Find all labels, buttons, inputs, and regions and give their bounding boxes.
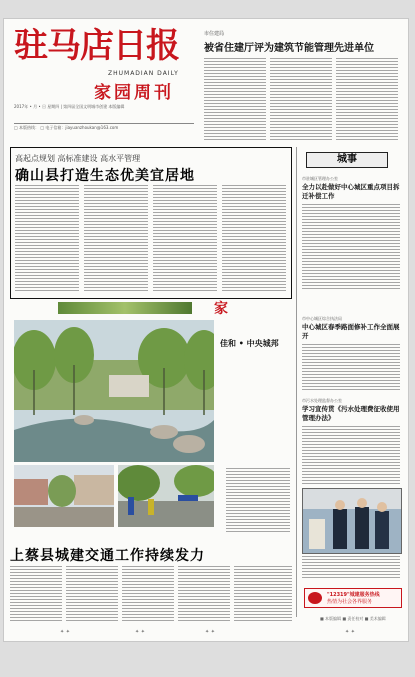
hotline-banner bbox=[304, 588, 402, 608]
sidebar-headline: 中心城区春季路面修补工作全面展开 bbox=[302, 323, 400, 340]
bottom-story-body bbox=[66, 566, 118, 622]
footer-text: ■ 本版编辑 ■ 责任校对 ■ 美术编辑 bbox=[320, 616, 386, 621]
lead-story-column bbox=[15, 185, 79, 293]
secondary-photo bbox=[14, 465, 114, 527]
bottom-story-headline: 上蔡县城建交通工作持续发力 bbox=[10, 548, 205, 564]
feature-ribbon bbox=[10, 302, 290, 316]
lead-story-deck: 高起点规划 高标准建设 高水平管理 bbox=[15, 154, 141, 163]
column-rule bbox=[296, 147, 297, 617]
bottom-story-body bbox=[178, 566, 230, 622]
footer-ornament: ✦ ✦ bbox=[135, 629, 145, 635]
sidebar-body bbox=[302, 426, 400, 484]
masthead-supplement: 家园周刊 bbox=[94, 83, 174, 103]
ribbon-decoration bbox=[58, 302, 192, 314]
lead-story-headline: 确山县打造生态优美宜居地 bbox=[15, 168, 195, 184]
bottom-story-body bbox=[122, 566, 174, 622]
photo-feature-text bbox=[226, 468, 290, 534]
sidebar-photo bbox=[302, 488, 402, 554]
masthead-contact: □ 本版热线： □ 电子信箱：jiayuanzhoukan@163.com bbox=[14, 125, 119, 130]
hotline-logo-icon bbox=[308, 592, 322, 604]
masthead-rule bbox=[14, 123, 194, 124]
footer-ornament: ✦ ✦ bbox=[60, 629, 70, 635]
lead-story-column bbox=[222, 185, 286, 293]
footer-ornament: ✦ ✦ bbox=[205, 629, 215, 635]
footer-ornament: ✦ ✦ bbox=[345, 629, 355, 635]
lead-story bbox=[10, 147, 292, 299]
secondary-photo bbox=[118, 465, 214, 527]
masthead-english-title: ZHUMADIAN DAILY bbox=[108, 70, 179, 77]
sidebar-headline: 全力以赴做好中心城区重点项目拆迁补偿工作 bbox=[302, 183, 400, 200]
top-brief-body bbox=[336, 58, 398, 140]
sidebar-body bbox=[302, 344, 400, 392]
sidebar-photo-caption bbox=[302, 556, 400, 580]
top-brief bbox=[204, 30, 400, 54]
masthead bbox=[14, 26, 179, 103]
sidebar-body bbox=[302, 204, 400, 290]
sidebar-headline: 学习宣传贯《污水处理费征收使用管理办法》 bbox=[302, 405, 400, 422]
ribbon-character: 家 bbox=[214, 301, 228, 317]
hotline-title: "12319"城建服务热线 bbox=[327, 592, 380, 598]
top-brief-body bbox=[204, 58, 266, 140]
top-brief-body bbox=[270, 58, 332, 140]
sidebar-section-title: 城事 bbox=[306, 152, 388, 168]
main-photo bbox=[14, 320, 214, 462]
bottom-story-body bbox=[234, 566, 292, 622]
hotline-slogan: 热情为社会各界服务 bbox=[327, 599, 373, 605]
photo-caption: 佳和 • 中央城邦 bbox=[220, 339, 279, 348]
bottom-story-body bbox=[10, 566, 62, 622]
masthead-meta: 2017年 • 月 • 日 星期四 | 第四届全国文明城市创建 本版编辑 bbox=[14, 104, 125, 109]
top-brief-headline: 被省住建厅评为建筑节能管理先进单位 bbox=[204, 43, 374, 54]
masthead-title: 驻马店日报 bbox=[14, 26, 179, 66]
lead-story-column bbox=[84, 185, 148, 293]
sidebar-kicker: 市中心城区综合执法局 bbox=[302, 316, 342, 321]
lead-story-column bbox=[153, 185, 217, 293]
sidebar-kicker: 市驻城区管理办公室 bbox=[302, 176, 338, 181]
top-brief-kicker: 市住建局 bbox=[204, 31, 225, 37]
sidebar-kicker: 市污水处理监督办公室 bbox=[302, 398, 342, 403]
